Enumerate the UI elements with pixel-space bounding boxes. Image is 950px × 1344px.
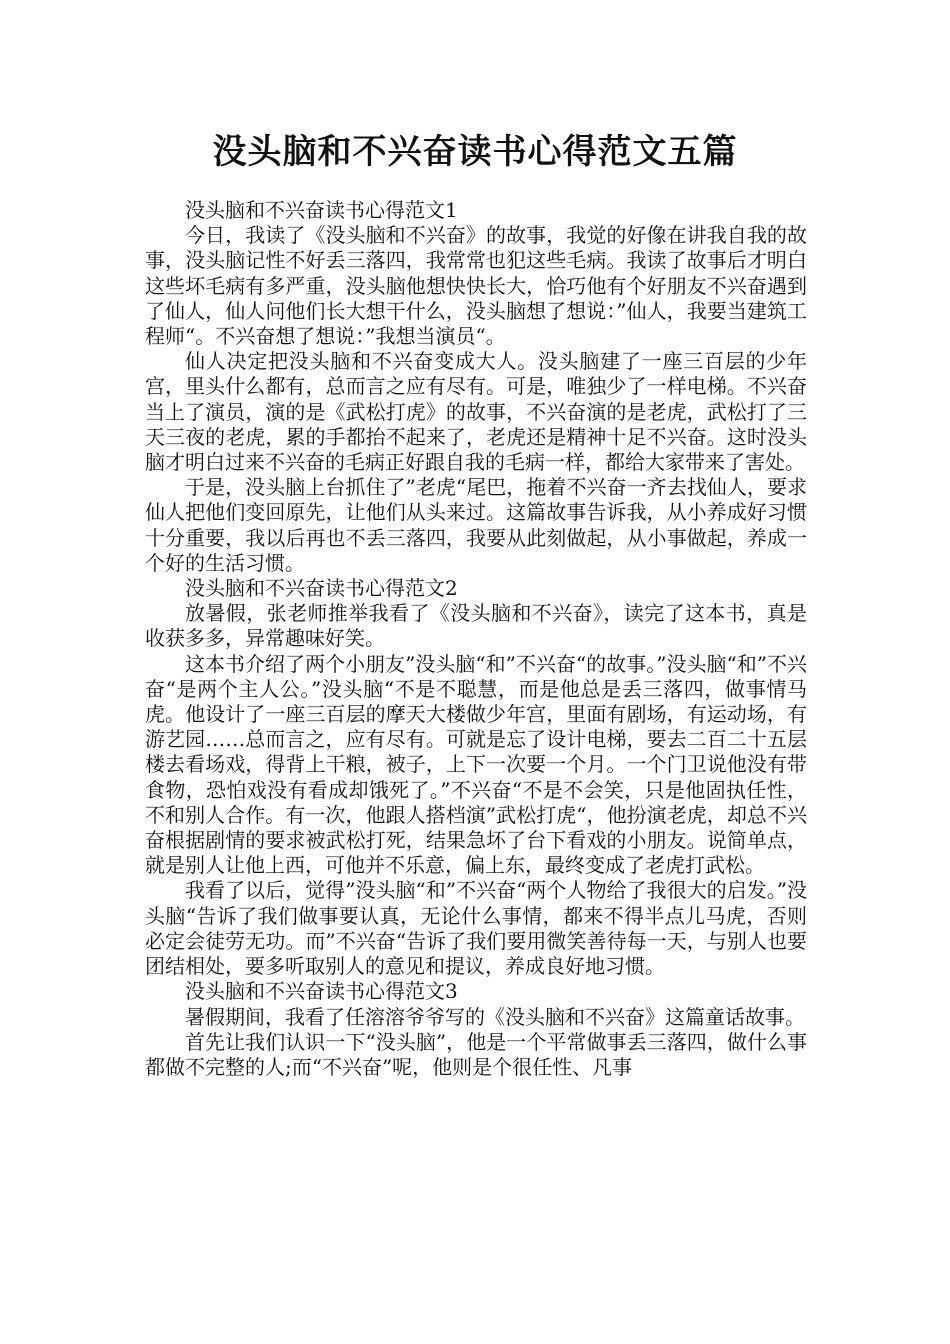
paragraph: 今日，我读了《没头脑和不兴奋》的故事，我觉的好像在讲我自我的故事，没头脑记性不好丢三落四，我常常也犯这些毛病。我读了故事后才明白这些坏毛病有多严重，没头脑他想快快长大，恰巧他有个好朋友不兴奋遇到了仙人，仙人问他们长大想干什么，没头脑想了想说：”仙人，我要当建筑工程师“。不兴奋想了想说：”我想当演员“。	[145, 223, 807, 349]
paragraph: 仙人决定把没头脑和不兴奋变成大人。没头脑建了一座三百层的少年宫，里头什么都有，总而言之应有尽有。可是，唯独少了一样电梯。不兴奋当上了演员，演的是《武松打虎》的故事，不兴奋演的是老虎，武松打了三天三夜的老虎，累的手都抬不起来了，老虎还是精神十足不兴奋。这时没头脑才明白过来不兴奋的毛病正好跟自我的毛病一样，都给大家带来了害处。	[145, 349, 807, 475]
document-title: 没头脑和不兴奋读书心得范文五篇	[212, 132, 738, 172]
paragraph: 首先让我们认识一下“没头脑”，他是一个平常做事丢三落四，做什么事都做不完整的人;而“不兴奋”呢，他则是个很任性、凡事	[145, 1029, 807, 1079]
section-heading-2: 没头脑和不兴奋读书心得范文2	[185, 576, 458, 601]
paragraph: 暑假期间，我看了任溶溶爷爷写的《没头脑和不兴奋》这篇童话故事。	[185, 1004, 805, 1029]
document-body	[145, 198, 807, 1080]
paragraph: 这本书介绍了两个小朋友”没头脑“和”不兴奋“的故事。”没头脑“和”不兴奋“是两个主人公。”没头脑“不是不聪慧，而是他总是丢三落四，做事情马虎。他设计了一座三百层的摩天大楼做少年宫，里面有剧场，有运动场，有游艺园……总而言之，应有尽有。可就是忘了设计电梯，要去二百二十五层楼去看场戏，得背上干粮，被子，上下一次要一个月。一个门卫说他没有带食物，恐怕戏没有看成却饿死了。”不兴奋“不是不会笑，只是他固执任性，不和别人合作。有一次，他跟人搭档演”武松打虎“，他扮演老虎，却总不兴奋根据剧情的要求被武松打死，结果急坏了台下看戏的小朋友。说简单点，就是别人让他上西，可他并不乐意，偏上东，最终变成了老虎打武松。	[145, 651, 807, 878]
paragraph: 于是，没头脑上台抓住了”老虎“尾巴，拖着不兴奋一齐去找仙人，要求仙人把他们变回原先，让他们从头来过。这篇故事告诉我，从小养成好习惯十分重要，我以后再也不丢三落四，我要从此刻做起，从小事做起，养成一个好的生活习惯。	[145, 475, 807, 575]
paragraph: 我看了以后，觉得”没头脑“和”不兴奋“两个人物给了我很大的启发。”没头脑“告诉了我们做事要认真，无论什么事情，都来不得半点儿马虎，否则必定会徒劳无功。而”不兴奋“告诉了我们要用微笑善待每一天，与别人也要团结相处，要多听取别人的意见和提议，养成良好地习惯。	[145, 878, 807, 979]
section-heading-3: 没头脑和不兴奋读书心得范文3	[185, 979, 458, 1004]
section-heading-1: 没头脑和不兴奋读书心得范文1	[185, 198, 458, 222]
paragraph: 放暑假，张老师推举我看了《没头脑和不兴奋》，读完了这本书，真是收获多多，异常趣味好笑。	[145, 601, 807, 651]
